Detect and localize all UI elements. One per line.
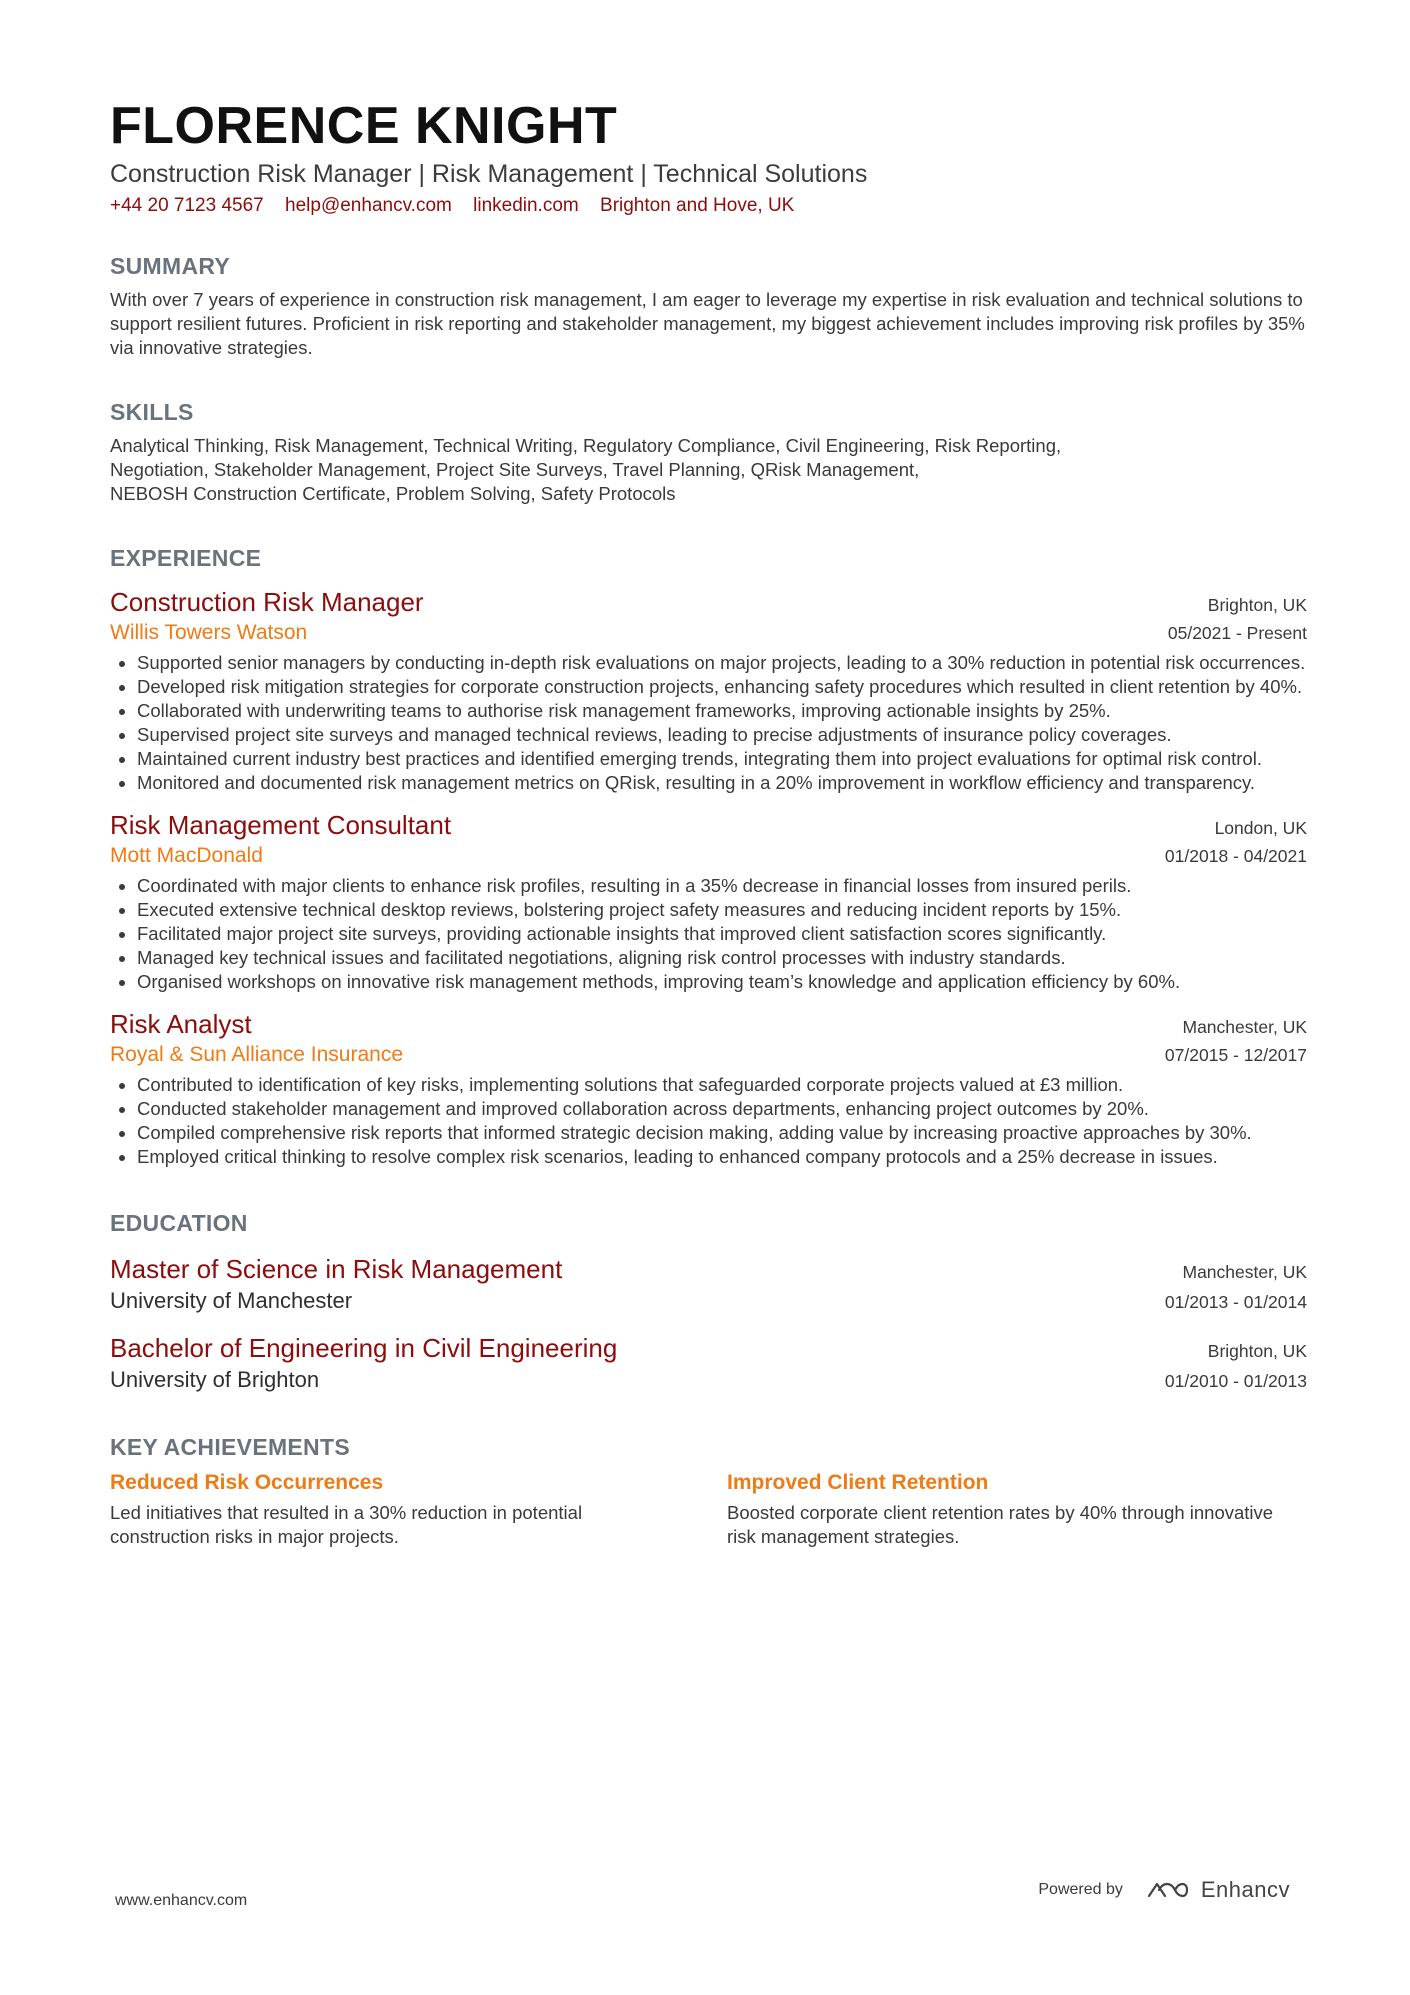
- bullet-item: • Organised workshops on innovative risk management methods, improving team’s knowledge and application efficiency by 60%.: [137, 970, 1307, 994]
- achievement-item: [727, 1469, 1282, 1549]
- school: University of Brighton: [110, 1367, 320, 1392]
- achievement-text: Led initiatives that resulted in a 30% reduction in potential construction risks in major projects.: [110, 1502, 583, 1547]
- job-dates: 05/2021 - Present: [1167, 623, 1307, 643]
- section-title: EXPERIENCE: [110, 545, 262, 571]
- job-company: Mott MacDonald: [110, 844, 263, 867]
- linkedin-link[interactable]: linkedin.com: [473, 195, 579, 216]
- email-link[interactable]: help@enhancv.com: [285, 195, 452, 216]
- job-role: Risk Analyst: [110, 1009, 252, 1039]
- achievement-text: Boosted corporate client retention rates by 40% through innovative risk management strategies.: [727, 1502, 1274, 1547]
- section-title: SUMMARY: [110, 253, 231, 279]
- job-bullets: [110, 651, 1307, 795]
- candidate-name: FLORENCE KNIGHT: [110, 97, 618, 155]
- education-entry: [110, 1332, 1307, 1395]
- skills-section: [110, 398, 1307, 506]
- bullet-item: • Managed key technical issues and facilitated negotiations, aligning risk control processes with industry standards.: [137, 946, 1307, 970]
- job-entry: [110, 809, 1307, 994]
- brand-name: Enhancv: [1200, 1877, 1290, 1902]
- section-title: KEY ACHIEVEMENTS: [110, 1434, 350, 1460]
- bullet-item: • Monitored and documented risk management metrics on QRisk, resulting in a 20% improvement in workflow efficiency and transparency.: [137, 771, 1307, 795]
- degree: Bachelor of Engineering in Civil Engineering: [110, 1333, 618, 1363]
- job-bullets: [110, 874, 1307, 994]
- achievement-item: [110, 1469, 665, 1549]
- edu-dates: 01/2010 - 01/2013: [1164, 1371, 1307, 1391]
- job-company: Willis Towers Watson: [110, 621, 308, 644]
- powered-by-label: Powered by: [1038, 1881, 1123, 1898]
- contact-info: [110, 193, 1307, 219]
- location: Brighton and Hove, UK: [600, 195, 795, 216]
- skills-line: Analytical Thinking, Risk Management, Technical Writing, Regulatory Compliance, Civil Engineering, Risk Reporting,: [110, 435, 1062, 456]
- section-title: EDUCATION: [110, 1210, 248, 1236]
- job-dates: 01/2018 - 04/2021: [1164, 846, 1307, 866]
- job-location: Brighton, UK: [1207, 595, 1307, 615]
- education-entry: [110, 1253, 1307, 1316]
- bullet-item: • Contributed to identification of key risks, implementing solutions that safeguarded corporate projects valued at £3 million.: [137, 1073, 1307, 1097]
- education-section: [110, 1209, 1307, 1395]
- bullet-item: • Supervised project site surveys and managed technical reviews, leading to precise adjustments of insurance policy coverages.: [137, 723, 1307, 747]
- bullet-item: • Developed risk mitigation strategies for corporate construction projects, enhancing safety procedures which resulted in client retention by 40%.: [137, 675, 1307, 699]
- edu-location: Manchester, UK: [1182, 1262, 1307, 1282]
- job-role: Construction Risk Manager: [110, 587, 424, 617]
- bullet-item: • Conducted stakeholder management and improved collaboration across departments, enhancing project outcomes by 20%.: [137, 1097, 1307, 1121]
- enhancv-logo-icon: [1145, 1878, 1191, 1902]
- achievement-title: Reduced Risk Occurrences: [110, 1471, 384, 1494]
- skills-line: Negotiation, Stakeholder Management, Project Site Surveys, Travel Planning, QRisk Management,: [110, 459, 920, 480]
- resume-page: [110, 96, 1307, 1549]
- skills-line: NEBOSH Construction Certificate, Problem Solving, Safety Protocols: [110, 483, 676, 504]
- job-role: Risk Management Consultant: [110, 810, 452, 840]
- footer-branding: [1038, 1877, 1290, 1903]
- job-location: London, UK: [1214, 818, 1307, 838]
- bullet-item: • Executed extensive technical desktop reviews, bolstering project safety measures and reducing incident reports by 15%.: [137, 898, 1307, 922]
- edu-dates: 01/2013 - 01/2014: [1164, 1292, 1307, 1312]
- bullet-item: • Maintained current industry best practices and identified emerging trends, integrating them into project evaluations for optimal risk control.: [137, 747, 1307, 771]
- achievement-title: Improved Client Retention: [727, 1471, 989, 1494]
- bullet-item: • Supported senior managers by conducting in-depth risk evaluations on major projects, leading to a 30% reduction in potential risk occurrences.: [137, 651, 1307, 675]
- footer-website[interactable]: www.enhancv.com: [115, 1892, 248, 1909]
- bullet-item: • Coordinated with major clients to enhance risk profiles, resulting in a 35% decrease in financial losses from insured perils.: [137, 874, 1307, 898]
- bullet-item: • Facilitated major project site surveys, providing actionable insights that improved client satisfaction scores significantly.: [137, 922, 1307, 946]
- summary-text: With over 7 years of experience in construction risk management, I am eager to leverage my expertise in risk evaluation and technical solutions to support resilient futures. Proficient in risk reporting and stakeholder management, my biggest achievement includes improving risk profiles by 35% via innovative strategies.: [110, 289, 1305, 358]
- enhancv-logo[interactable]: [1145, 1877, 1290, 1903]
- bullet-item: • Employed critical thinking to resolve complex risk scenarios, leading to enhanced company protocols and a 25% decrease in issues.: [137, 1145, 1307, 1169]
- achievements-section: [110, 1433, 1307, 1549]
- degree: Master of Science in Risk Management: [110, 1254, 563, 1284]
- bullet-item: • Collaborated with underwriting teams to authorise risk management frameworks, improving actionable insights by 25%.: [137, 699, 1307, 723]
- headline: Construction Risk Manager | Risk Management | Technical Solutions: [110, 160, 868, 188]
- job-company: Royal & Sun Alliance Insurance: [110, 1043, 404, 1066]
- experience-section: [110, 544, 1307, 1169]
- section-title: SKILLS: [110, 399, 194, 425]
- bullet-item: • Compiled comprehensive risk reports that informed strategic decision making, adding value by increasing proactive approaches by 30%.: [137, 1121, 1307, 1145]
- school: University of Manchester: [110, 1288, 353, 1313]
- job-bullets: [110, 1073, 1307, 1169]
- job-entry: [110, 586, 1307, 795]
- phone[interactable]: +44 20 7123 4567: [110, 195, 264, 216]
- summary-section: [110, 252, 1307, 360]
- job-dates: 07/2015 - 12/2017: [1164, 1045, 1307, 1065]
- job-entry: [110, 1008, 1307, 1169]
- edu-location: Brighton, UK: [1207, 1341, 1307, 1361]
- job-location: Manchester, UK: [1182, 1017, 1307, 1037]
